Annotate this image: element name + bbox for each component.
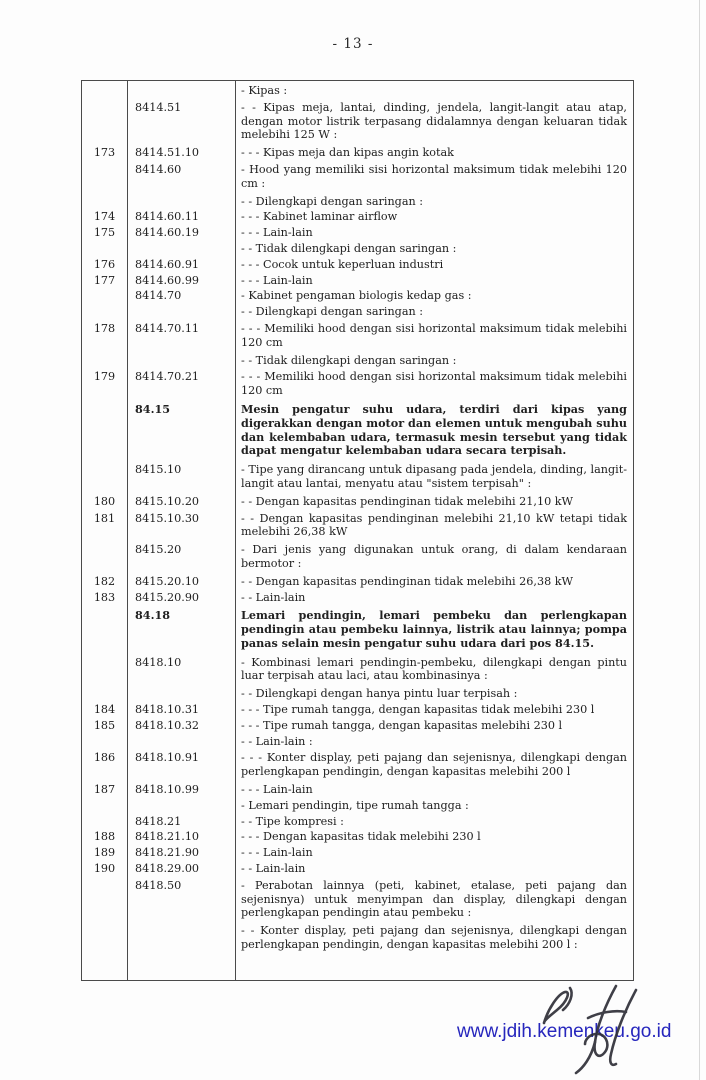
row-description: - - - Dengan kapasitas tidak melebihi 230 l [241,830,481,844]
table-row [82,543,633,571]
row-description: - - Dengan kapasitas pendinginan melebihi 21,10 kW tetapi tidak melebihi 26,38 kW [241,511,627,539]
row-number: 188 [93,830,116,844]
row-description: - Tipe yang dirancang untuk dipasang pada jendela, dinding, langit-langit atau lantai, menyatu atau "sistem terpisah" : [241,463,627,490]
hs-code: 8418.10.91 [135,751,200,765]
row-number: 189 [93,846,116,860]
table-row [82,463,633,491]
table-row [82,195,633,209]
hs-code: 8415.20.90 [135,590,200,604]
row-description: - - Dilengkapi dengan saringan : [241,305,424,319]
row-description: - - Dengan kapasitas pendinginan tidak melebihi 21,10 kW [241,494,574,508]
row-description: - - Lain-lain [241,590,306,604]
table-row [82,924,633,952]
row-number: 180 [93,494,116,508]
row-description: - Dari jenis yang digunakan untuk orang, di dalam kendaraan bermotor : [241,543,627,570]
hs-code: 8414.70.11 [135,321,200,335]
table-row [82,146,633,160]
hs-code: 8414.60.91 [135,257,200,271]
row-description: - - - Kabinet laminar airflow [241,210,398,224]
page-footer [0,1005,706,1080]
table-row [82,575,633,589]
row-description: - - Lain-lain [241,862,306,876]
row-description: Lemari pendingin, lemari pembeku dan perlengkapan pendingin atau pembeku lainnya, listrik atau lainnya; pompa panas selain mesin pengatur suhu udara dari pos 84.15. [241,608,627,650]
hs-code: 8418.21.10 [135,830,200,844]
table-row [82,495,633,509]
table-row [82,289,633,303]
row-description: - - Lain-lain : [241,734,313,748]
hs-code: 8414.51 [135,100,182,114]
row-number: 177 [93,273,116,287]
table-row [82,783,633,797]
table-row [82,163,633,191]
row-description: - - - Kipas meja dan kipas angin kotak [241,146,454,160]
row-description: - Kombinasi lemari pendingin-pembeku, dilengkapi dengan pintu luar terpisah atau laci, atau kombinasinya : [241,655,627,683]
table-row [82,719,633,733]
row-number: 174 [93,210,116,224]
hs-code: 8418.50 [135,878,182,892]
hs-code: 8418.21.90 [135,846,200,860]
table-row [82,656,633,684]
table-row [82,274,633,288]
table-row [82,591,633,605]
table-row [82,687,633,701]
row-description: - - - Lain-lain [241,783,313,797]
row-number: 184 [93,703,116,717]
hs-code: 84.15 [135,401,171,416]
row-number: 175 [93,226,116,240]
row-number: 182 [93,574,116,588]
page-number: - 13 - [332,36,374,52]
table-row [82,258,633,272]
row-description: - Perabotan lainnya (peti, kabinet, etalase, peti pajang dan sejenisnya) untuk menyimpan dan display, dilengkapi dengan perlengkapan pendingin atau pembeku : [241,878,627,920]
row-number: 181 [93,511,116,525]
tariff-table [81,80,634,981]
scan-edge-artifact [699,0,700,1080]
row-description: - - - Cocok untuk keperluan industri [241,257,444,271]
row-description: - - - Memiliki hood dengan sisi horizontal maksimum tidak melebihi 120 cm [241,321,627,349]
row-description: - - - Lain-lain [241,226,313,240]
row-description: - - Tipe kompresi : [241,814,344,828]
table-row [82,354,633,368]
table-row [82,84,633,98]
table-row [82,403,633,458]
table-row [82,815,633,829]
row-number: 187 [93,783,116,797]
table-row [82,609,633,650]
hs-code: 8418.21 [135,814,182,828]
row-number: 186 [93,751,116,765]
table-row [82,226,633,240]
hs-code: 8418.10.99 [135,783,200,797]
row-description: Mesin pengatur suhu udara, terdiri dari kipas yang digerakkan dengan motor dan elemen untuk mengubah suhu dan kelembaban udara, termasuk mesin tersebut yang tidak dapat mengatur kelembaban udara secara terpisah. [241,401,627,458]
row-description: - - Dengan kapasitas pendinginan tidak melebihi 26,38 kW [241,574,574,588]
column-divider [235,81,236,980]
hs-code: 8418.29.00 [135,862,200,876]
hs-code: 8414.70 [135,289,182,303]
table-row [82,101,633,142]
row-description: - - - Tipe rumah tangga, dengan kapasitas tidak melebihi 230 l [241,703,595,717]
hs-code: 8414.60.19 [135,226,200,240]
hs-code: 8414.60.99 [135,273,200,287]
row-description: - - Dilengkapi dengan hanya pintu luar terpisah : [241,687,518,701]
hs-code: 8418.10.31 [135,703,200,717]
table-row [82,862,633,876]
row-description: - Hood yang memiliki sisi horizontal maksimum tidak melebihi 120 cm : [241,162,627,190]
hs-code: 8415.20 [135,543,182,557]
hs-code: 8415.10.30 [135,511,200,525]
hs-code: 8414.51.10 [135,146,200,160]
row-description: - - - Memiliki hood dengan sisi horizontal maksimum tidak melebihi 120 cm [241,370,627,398]
row-description: - - Tidak dilengkapi dengan saringan : [241,241,457,255]
row-description: - - Kipas meja, lantai, dinding, jendela, langit-langit atau atap, dengan motor listrik terpasang didalamnya dengan keluaran tidak melebihi 125 W : [241,100,627,142]
row-number: 176 [93,257,116,271]
hs-code: 8415.10 [135,463,182,477]
table-row [82,370,633,398]
table-row [82,846,633,860]
column-divider [127,81,128,980]
hs-code: 8418.10 [135,655,182,669]
table-row [82,735,633,749]
row-number: 179 [93,370,116,384]
row-number: 185 [93,718,116,732]
table-row [82,879,633,920]
table-row [82,799,633,813]
hs-code: 8414.60 [135,162,182,176]
row-description: - Kabinet pengaman biologis kedap gas : [241,289,472,303]
hs-code: 8414.70.21 [135,370,200,384]
tariff-table-rows [82,84,633,952]
row-number: 178 [93,321,116,335]
row-number: 183 [93,590,116,604]
table-row [82,830,633,844]
table-row [82,512,633,540]
row-number: 190 [93,862,116,876]
hs-code: 8415.20.10 [135,574,200,588]
row-description: - - - Lain-lain [241,273,313,287]
row-number: 173 [93,146,116,160]
hs-code: 8415.10.20 [135,494,200,508]
table-row [82,322,633,350]
row-description: - - - Tipe rumah tangga, dengan kapasitas melebihi 230 l [241,718,563,732]
row-description: - - Konter display, peti pajang dan sejenisnya, dilengkapi dengan perlengkapan pendingin, dengan kapasitas melebihi 200 l : [241,924,627,952]
row-description: - Kipas : [241,84,288,97]
row-description: - - - Konter display, peti pajang dan sejenisnya, dilengkapi dengan perlengkapan pendingin, dengan kapasitas melebihi 200 l [241,751,627,779]
hs-code: 8414.60.11 [135,210,200,224]
row-description: - - - Lain-lain [241,846,313,860]
table-row [82,305,633,319]
row-description: - - Tidak dilengkapi dengan saringan : [241,353,457,367]
row-description: - Lemari pendingin, tipe rumah tangga : [241,798,469,812]
table-row [82,210,633,224]
hs-code: 84.18 [135,608,171,623]
table-row [82,242,633,256]
row-description: - - Dilengkapi dengan saringan : [241,194,424,208]
table-row [82,703,633,717]
jdih-kemenkeu-watermark-url: www.jdih.kemenkeu.go.id [457,1021,672,1042]
table-row [82,751,633,779]
signature-scribble-icon [518,983,663,1078]
hs-code: 8418.10.32 [135,718,200,732]
